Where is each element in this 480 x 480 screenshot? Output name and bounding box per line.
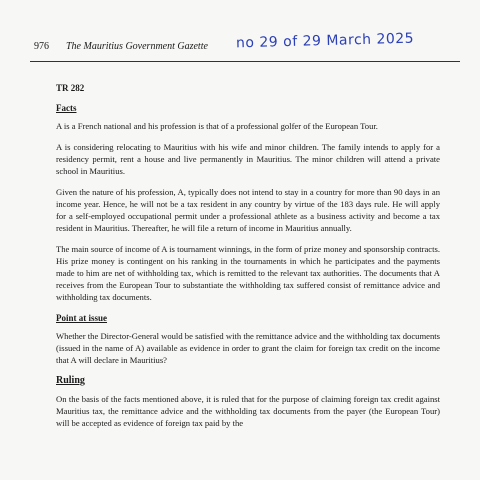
issue-paragraph: Whether the Director-General would be satisfied with the remittance advice and the withholding tax documents (issued in the name of A) available as evidence in order to grant the claim for foreign tax credit on the income that A will declare in Mauritius? [56,331,440,365]
issue-heading: Point at issue [56,313,108,323]
facts-paragraph: The main source of income of A is tournament winnings, in the form of prize money and sponsorship contracts. His prize money is contingent on his ranking in the tournaments in which he participates and the payments made to him are net of withholding tax, which is remitted to the relevant tax authorities. The documents that A receives from the European Tour to substantiate the withholding tax suffered consist of remittance advice and withholding tax documents. [56,244,440,302]
facts-paragraph: Given the nature of his profession, A, typically does not intend to stay in a country for more than 90 days in an income year. Hence, he will not be a tax resident in any country by virtue of the 183 days rule. He will apply for a self-employed occupational permit under a professional athlete as a business activity and become a tax resident in Mauritius. Thereafter, he will file a return of income in Mauritius annually. [56,187,440,233]
handwritten-annotation: no 29 of 29 March 2025 [235,30,415,52]
header-divider [30,61,460,62]
ruling-id: TR 282 [56,83,85,93]
ruling-body [56,82,440,438]
gazette-title: The Mauritius Government Gazette [66,41,208,52]
page-number: 976 [34,41,49,52]
facts-heading: Facts [56,103,77,113]
page-header [30,30,460,59]
ruling-paragraph: On the basis of the facts mentioned above, it is ruled that for the purpose of claiming foreign tax credit against Mauritius tax, the remittance advice and the withholding tax documents from the payer (the European Tour) will be accepted as evidence of foreign tax paid by the [56,394,440,428]
facts-paragraph: A is considering relocating to Mauritius with his wife and minor children. The family intends to apply for a residency permit, rent a house and live permanently in Mauritius. The minor children will attend a private school in Mauritius. [56,142,440,176]
ruling-heading: Ruling [56,375,85,386]
facts-paragraph: A is a French national and his profession is that of a professional golfer of the European Tour. [56,121,378,131]
